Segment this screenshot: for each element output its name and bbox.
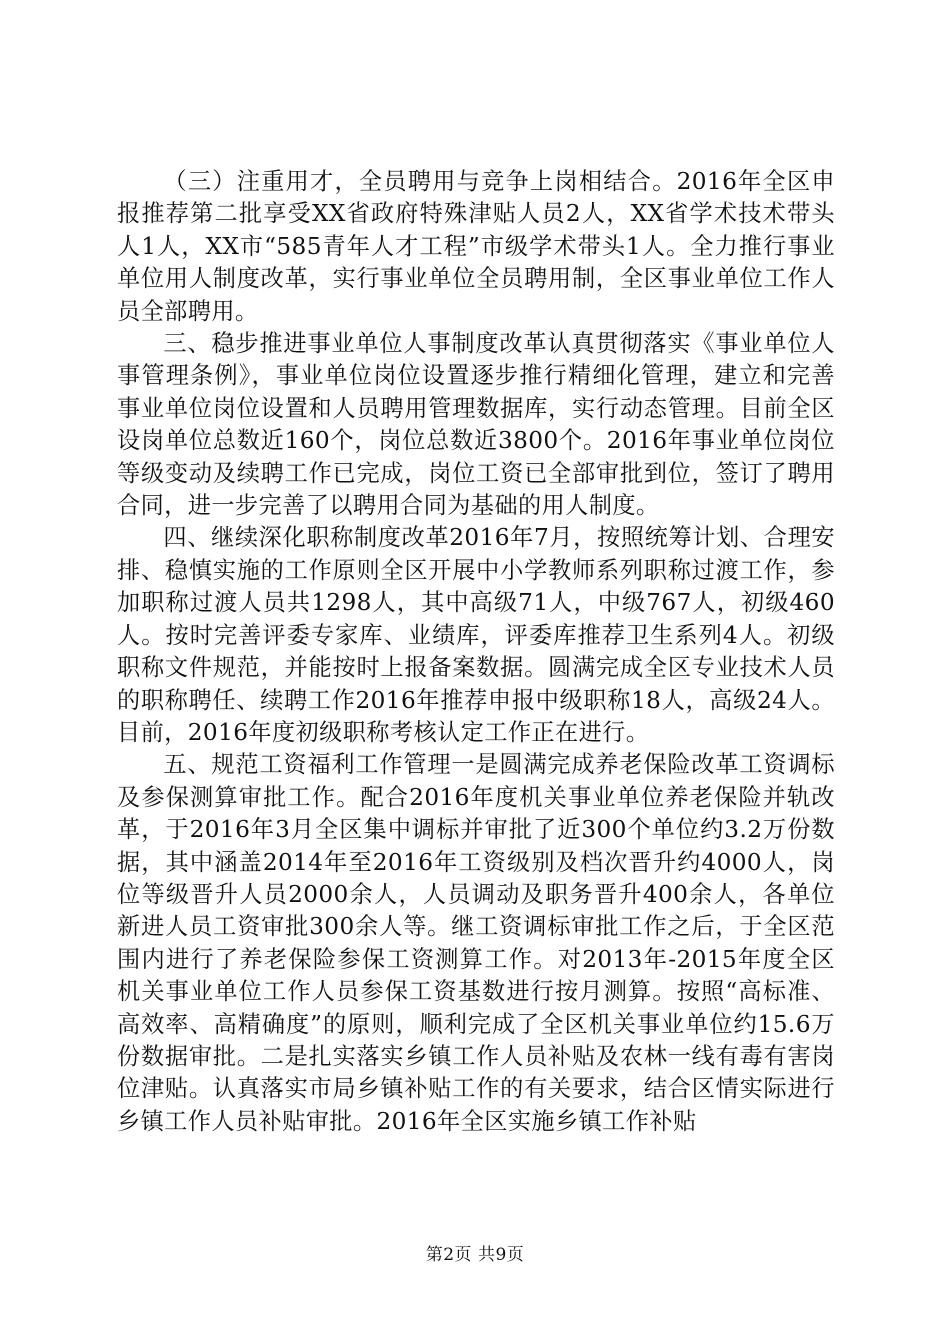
paragraph-wage-welfare: 五、规范工资福利工作管理一是圆满完成养老保险改革工资调标及参保测算审批工作。配合2016年度机关事业单位养老保险并轨改革，于2016年3月全区集中调标并审批了近300个单位约3.2万份数据，其中涵盖2014年至2016年工资级别及档次晋升约4000人，岗位等级晋升人员2000余人，人员调动及职务晋升400余人，各单位新进人员工资审批300余人等。继工资调标审批工作之后，于全区范围内进行了养老保险参保工资测算工作。对2013年-2015年度全区机关事业单位工作人员参保工资基数进行按月测算。按照“高标准、高效率、高精确度”的原则，顺利完成了全区机关事业单位约15.6万份数据审批。二是扎实落实乡镇工作人员补贴及农林一线有毒有害岗位津贴。认真落实市局乡镇补贴工作的有关要求，结合区情实际进行乡镇工作人员补贴审批。2016年全区实施乡镇工作补贴	[117, 751, 835, 1135]
document-body	[117, 166, 835, 1138]
paragraph-title-reform: 四、继续深化职称制度改革2016年7月，按照统筹计划、合理安排、稳慎实施的工作原则全区开展中小学教师系列职称过渡工作，参加职称过渡人员共1298人，其中高级71人，中级767人，初级460人。按时完善评委专家库、业绩库，评委库推荐卫生系列4人。初级职称文件规范，并能按时上报备案数据。圆满完成全区专业技术人员的职称聘任、续聘工作2016年推荐申报中级职称18人，高级24人。目前，2016年度初级职称考核认定工作正在进行。	[117, 524, 835, 746]
page-footer: 第2页 共9页	[425, 1245, 525, 1265]
paragraph-personnel-reform: 三、稳步推进事业单位人事制度改革认真贯彻落实《事业单位人事管理条例》，事业单位岗位设置逐步推行精细化管理，建立和完善事业单位岗位设置和人员聘用管理数据库，实行动态管理。目前全区设岗单位总数近160个，岗位总数近3800个。2016年事业单位岗位等级变动及续聘工作已完成，岗位工资已全部审批到位，签订了聘用合同，进一步完善了以聘用合同为基础的用人制度。	[117, 330, 835, 520]
paragraph-talent-use: （三）注重用才，全员聘用与竞争上岗相结合。2016年全区申报推荐第二批享受XX省政府特殊津贴人员2人，XX省学术技术带头人1人，XX市“585青年人才工程”市级学术带头1人。全力推行事业单位用人制度改革，实行事业单位全员聘用制，全区事业单位工作人员全部聘用。	[117, 168, 835, 325]
